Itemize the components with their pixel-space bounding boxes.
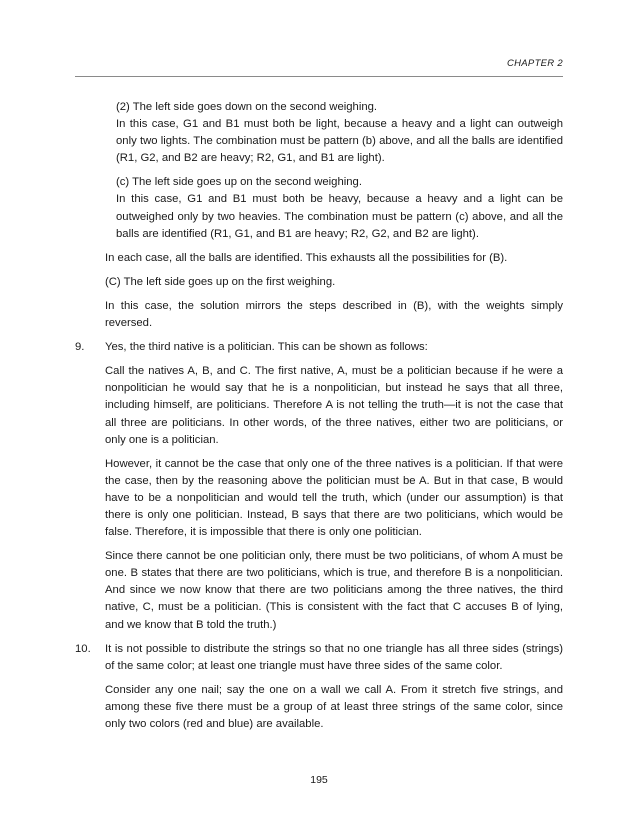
item-9-paragraph-2: However, it cannot be the case that only one of the three natives is a politician. If that were the case, then by the reasoning above the politician must be A. But in that case, B would have to be a nonpolitician and would tell the truth, which (under our assumption) is that there is only one politician. Instead, B says that there are two politicians, which would be false. Therefore, it is impossible that there is only one politician. <box>105 457 563 539</box>
page-number: 195 <box>310 774 328 786</box>
paragraph-c-body: In this case, G1 and B1 must both be heavy, because a heavy and a light can be outweighed only by two heavies. The combination must be pattern (c) above, and all the balls are identified (R1, G1, and B1 are heavy; R2, G2, and B2 are light). <box>116 193 563 240</box>
answer-item-10 <box>75 641 563 733</box>
item-9-lead: Yes, the third native is a politician. This can be shown as follows: <box>105 341 428 354</box>
answer-item-9 <box>75 339 563 634</box>
item-number: 10. <box>75 642 91 655</box>
paragraph-C-heading: (C) The left side goes up on the first weighing. <box>105 275 336 288</box>
chapter-header: CHAPTER 2 <box>506 58 563 69</box>
item-number: 9. <box>75 341 85 354</box>
paragraph-C-body: In this case, the solution mirrors the steps described in (B), with the weights simply reversed. <box>105 299 563 330</box>
header-rule <box>75 76 563 77</box>
paragraph-summary-b: In each case, all the balls are identified. This exhausts all the possibilities for (B). <box>105 251 508 264</box>
item-10-lead: It is not possible to distribute the strings so that no one triangle has all three sides (strings) of the same color; at least one triangle must have three sides of the same color. <box>105 642 563 672</box>
paragraph-c-heading: (c) The left side goes up on the second weighing. <box>116 176 362 189</box>
item-10-paragraph-1: Consider any one nail; say the one on a wall we call A. From it stretch five strings, and among these five there must be a group of at least three strings of the same color, since only two colors (red and blue) are available. <box>105 683 563 730</box>
page-body <box>75 99 563 740</box>
item-9-paragraph-1: Call the natives A, B, and C. The first native, A, must be a politician because if he were a nonpolitician he would say that he is a nonpolitician, but instead he says that all three, including himself, are politicians. Therefore A is not telling the truth—it is not the case that all three are politicians. In other words, of the three natives, either two are politicians, or only one is a politician. <box>105 365 563 446</box>
paragraph-2-heading: (2) The left side goes down on the second weighing. <box>116 101 378 113</box>
item-9-paragraph-3: Since there cannot be one politician only, there must be two politicians, of whom A must be one. B states that there are two politicians, which is true, and therefore B is a nonpolitician. And since we now know that there are two politicians among the three natives, the third native, C, must be a politician. (This is consistent with the fact that C accuses B of lying, and we know that B told the truth.) <box>105 550 563 631</box>
paragraph-2-body: In this case, G1 and B1 must both be light, because a heavy and a light can outweigh only two lights. The combination must be pattern (b) above, and all the balls are identified (R1, G2, and B2 are heavy; R2, G1, and B1 are light). <box>116 118 563 165</box>
